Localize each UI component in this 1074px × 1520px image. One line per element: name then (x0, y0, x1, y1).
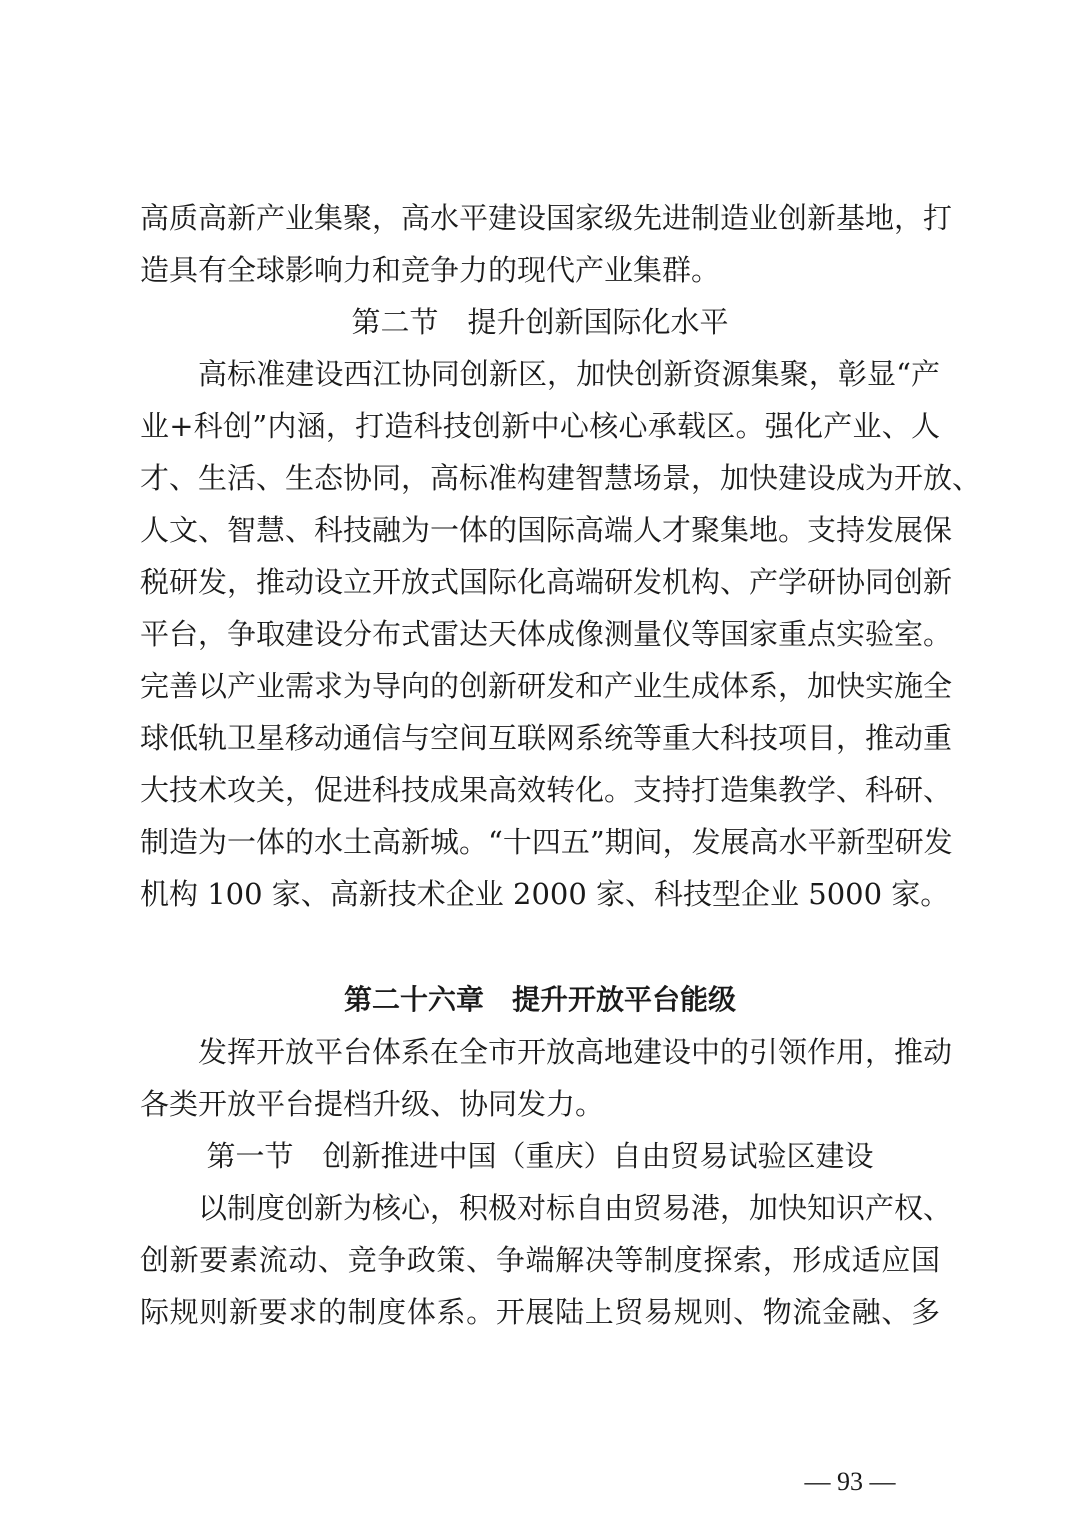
paragraph-line: 人文、智慧、科技融为一体的国际高端人才聚集地。支持发展保 (140, 513, 953, 547)
paragraph-line: 以制度创新为核心，积极对标自由贸易港，加快知识产权、 (198, 1191, 953, 1225)
section-heading: 第一节 创新推进中国（重庆）自由贸易试验区建设 (206, 1139, 874, 1173)
paragraph-line: 发挥开放平台体系在全市开放高地建设中的引领作用，推动 (198, 1035, 953, 1069)
paragraph-line: 创新要素流动、竞争政策、争端解决等制度探索，形成适应国 (140, 1243, 940, 1277)
paragraph-line: 大技术攻关，促进科技成果高效转化。支持打造集教学、科研、 (140, 773, 953, 807)
paragraph-line: 业+科创”内涵，打造科技创新中心核心承载区。强化产业、人 (140, 409, 940, 443)
page-number: — 93 — (804, 1467, 896, 1496)
paragraph-line: 际规则新要求的制度体系。开展陆上贸易规则、物流金融、多 (140, 1295, 940, 1329)
paragraph-line: 球低轨卫星移动通信与空间互联网系统等重大科技项目，推动重 (140, 721, 953, 755)
chapter-heading: 第二十六章 提升开放平台能级 (343, 983, 736, 1016)
paragraph-line: 制造为一体的水土高新城。“十四五”期间，发展高水平新型研发 (140, 825, 953, 859)
paragraph-line: 才、生活、生态协同，高标准构建智慧场景，加快建设成为开放、 (140, 461, 982, 495)
paragraph-line: 高质高新产业集聚，高水平建设国家级先进制造业创新基地，打 (140, 201, 953, 235)
paragraph-line: 完善以产业需求为导向的创新研发和产业生成体系，加快实施全 (140, 669, 953, 703)
section-heading: 第二节 提升创新国际化水平 (351, 305, 729, 339)
paragraph-line: 税研发，推动设立开放式国际化高端研发机构、产学研协同创新 (140, 565, 953, 599)
paragraph-line: 造具有全球影响力和竞争力的现代产业集群。 (140, 253, 721, 287)
paragraph-line: 平台，争取建设分布式雷达天体成像测量仪等国家重点实验室。 (140, 617, 953, 651)
paragraph-line: 机构 100 家、高新技术企业 2000 家、科技型企业 5000 家。 (140, 877, 950, 911)
paragraph-line: 高标准建设西江协同创新区，加快创新资源集聚，彰显“产 (198, 357, 940, 391)
paragraph-line: 各类开放平台提档升级、协同发力。 (140, 1087, 605, 1121)
